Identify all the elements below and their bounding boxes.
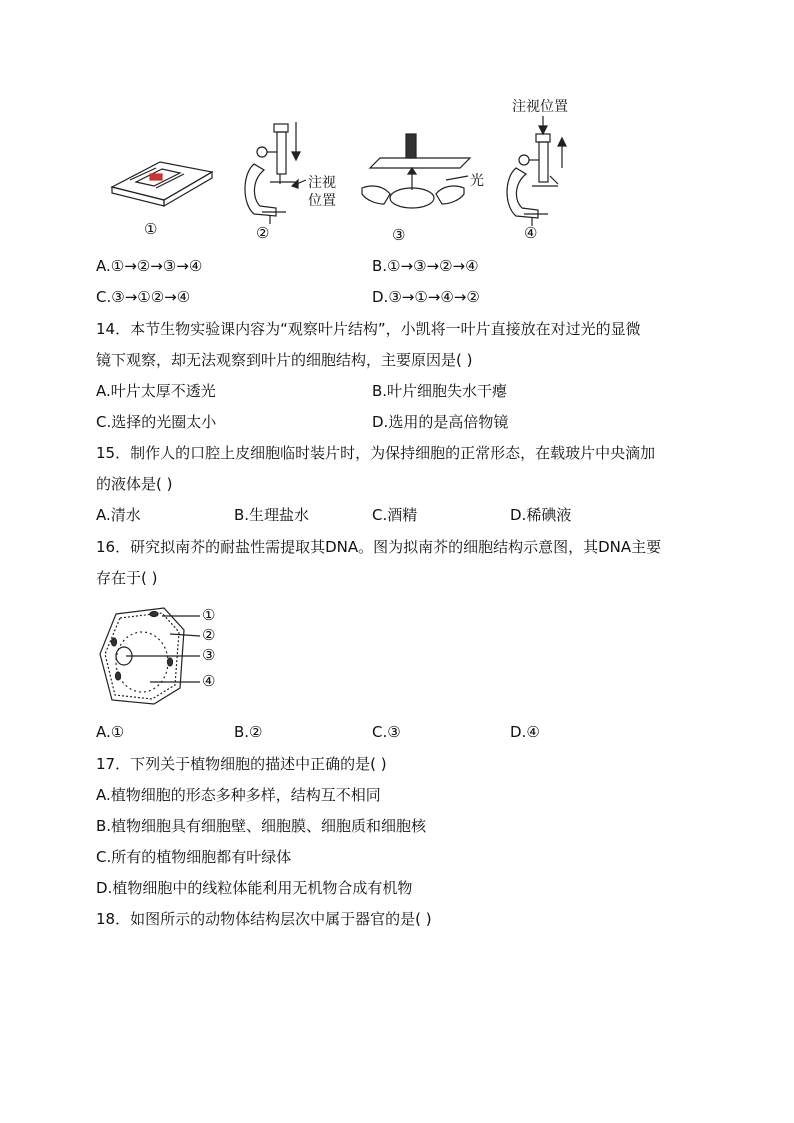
- q14-stem-line1: 14．本节生物实验课内容为“观察叶片结构”，小凯将一叶片直接放在对过光的显微: [96, 320, 641, 338]
- q17-option-d: D.植物细胞中的线粒体能利用无机物合成有机物: [96, 879, 413, 897]
- q14-option-b: B.叶片细胞失水干瘪: [372, 382, 508, 400]
- q15-option-a: A.清水: [96, 506, 141, 524]
- microscope-eyepiece-view-icon: [507, 116, 566, 226]
- q15-stem-line2: 的液体是( ): [96, 475, 173, 493]
- q17-option-c: C.所有的植物细胞都有叶绿体: [96, 848, 292, 866]
- q16-option-d: D.④: [510, 723, 540, 741]
- cell-label-1: ①: [202, 606, 216, 624]
- q16-stem-line1: 16．研究拟南芥的耐盐性需提取其DNA。图为拟南芥的细胞结构示意图，其DNA主要: [96, 538, 662, 556]
- fig-label-zhushi-weizhi: 注视位置: [512, 99, 568, 115]
- slide-on-stage-icon: [112, 162, 212, 206]
- q17-option-a: A.植物细胞的形态多种多样，结构互不相同: [96, 786, 381, 804]
- q13-option-d: D.③→①→④→②: [372, 288, 480, 306]
- q16-option-b: B.②: [234, 723, 263, 741]
- plant-cell-figure: [96, 604, 226, 708]
- q15-stem-line1: 15．制作人的口腔上皮细胞临时装片时，为保持细胞的正常形态，在载玻片中央滴加: [96, 444, 656, 462]
- cell-label-4: ④: [202, 672, 216, 690]
- vacuole-shape: [116, 632, 168, 692]
- q17-option-b: B.植物细胞具有细胞壁、细胞膜、细胞质和细胞核: [96, 817, 427, 835]
- q15-option-d: D.稀碘液: [510, 506, 572, 524]
- cell-label-2: ②: [202, 626, 216, 644]
- microscope-side-view-icon: [245, 122, 306, 224]
- fig-caption-4: ④: [524, 224, 538, 242]
- q14-stem-line2: 镜下观察，却无法观察到叶片的细胞结构，主要原因是( ): [96, 351, 473, 369]
- q15-option-b: B.生理盐水: [234, 506, 310, 524]
- q18-stem: 18．如图所示的动物体结构层次中属于器官的是( ): [96, 910, 432, 928]
- q13-option-c: C.③→①②→④: [96, 288, 191, 306]
- fig-caption-2: ②: [256, 224, 270, 242]
- q14-option-c: C.选择的光圈太小: [96, 413, 217, 431]
- q16-stem-line2: 存在于( ): [96, 569, 158, 587]
- q14-option-d: D.选用的是高倍物镜: [372, 413, 509, 431]
- microscope-steps-figure: [100, 92, 600, 252]
- fig-label-zhushi: 注视: [308, 175, 336, 191]
- adjust-mirror-icon: [362, 134, 470, 208]
- q13-option-a: A.①→②→③→④: [96, 257, 203, 275]
- fig-caption-3: ③: [392, 226, 406, 244]
- q16-option-c: C.③: [372, 723, 401, 741]
- fig-label-weizhi: 位置: [308, 193, 336, 209]
- q16-option-a: A.①: [96, 723, 125, 741]
- fig-caption-1: ①: [144, 220, 158, 238]
- fig-label-guang: 光: [470, 173, 484, 189]
- q17-stem: 17．下列关于植物细胞的描述中正确的是( ): [96, 755, 387, 773]
- q15-option-c: C.酒精: [372, 506, 418, 524]
- q13-option-b: B.①→③→②→④: [372, 257, 479, 275]
- q14-option-a: A.叶片太厚不透光: [96, 382, 216, 400]
- cell-label-3: ③: [202, 646, 216, 664]
